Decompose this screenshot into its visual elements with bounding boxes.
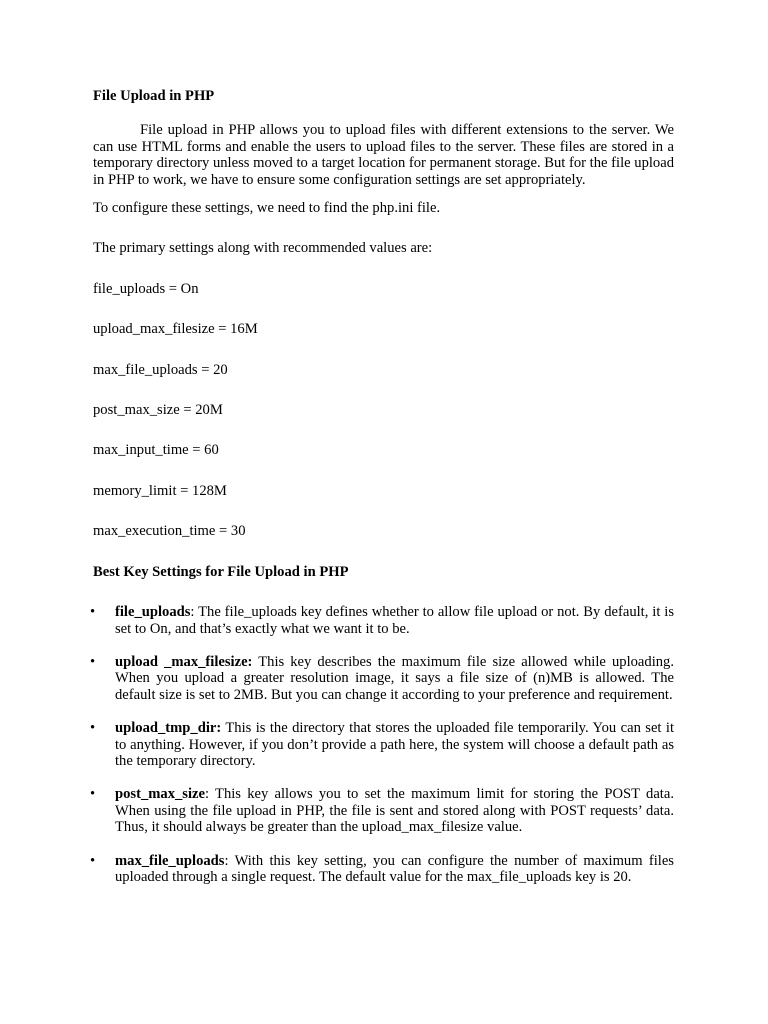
setting-term: max_file_uploads <box>115 852 225 869</box>
bullet-icon: • <box>90 786 96 803</box>
config-sentence: To configure these settings, we need to find the php.ini file. <box>93 200 441 217</box>
intro-paragraph: File upload in PHP allows you to upload files with different extensions to the server. We can use HTML forms and enable the users to upload files to the server. These files are stored in a temporary directory unless moved to a target location for permanent storage. But for the file upload in PHP to work, we have to ensure some configuration settings are set appropriately. <box>93 122 674 188</box>
setting-description: This is the directory that stores the uploaded file temporarily. You can set it to anything. However, if you don’t provide a path here, the system will choose a default path as the temporary directory. <box>115 720 674 769</box>
section-heading: Best Key Settings for File Upload in PHP <box>93 563 349 580</box>
bullet-icon: • <box>90 653 96 670</box>
setting-line: post_max_size = 20M <box>93 402 223 419</box>
bullet-icon: • <box>90 720 96 737</box>
setting-line: max_file_uploads = 20 <box>93 361 228 378</box>
setting-description: This key allows you to set the maximum limit for storing the POST data. When using the file upload in PHP, the file is sent and stored along with POST requests’ data. Thus, it should always be greater than the upload_max_filesize value. <box>115 786 674 836</box>
setting-line: max_input_time = 60 <box>93 442 219 459</box>
primary-settings-intro: The primary settings along with recommended values are: <box>93 240 433 257</box>
list-item <box>90 653 674 703</box>
document-title: File Upload in PHP <box>93 88 215 104</box>
bullet-icon: • <box>90 604 96 621</box>
key-settings-list <box>90 604 674 885</box>
setting-term: upload_tmp_dir: <box>115 720 222 737</box>
term-separator: : <box>190 604 199 621</box>
setting-term: post_max_size <box>115 786 205 803</box>
setting-line: max_execution_time = 30 <box>93 523 246 540</box>
bullet-icon: • <box>90 852 96 869</box>
setting-line: upload_max_filesize = 16M <box>93 321 258 338</box>
list-item <box>90 720 674 769</box>
document-body <box>90 88 674 902</box>
setting-term: upload _max_filesize: <box>115 653 253 670</box>
list-item <box>90 604 674 637</box>
list-item <box>90 852 674 886</box>
settings-list <box>93 281 674 540</box>
setting-description: The file_uploads key defines whether to allow file upload or not. By default, it is set to On, and that’s exactly what we want it to be. <box>115 604 674 637</box>
setting-term: file_uploads <box>115 604 191 621</box>
setting-line: memory_limit = 128M <box>93 482 227 499</box>
setting-description: This key describes the maximum file size allowed while uploading. When you upload a greater resolution image, it says a file size of (n)MB is allowed. The default size is set to 2MB. But you can change it according to your preference and requirement. <box>115 653 674 703</box>
setting-description: With this key setting, you can configure the number of maximum files uploaded through a single request. The default value for the max_file_uploads key is 20. <box>115 852 674 885</box>
setting-line: file_uploads = On <box>93 280 199 297</box>
term-separator: : <box>205 786 216 803</box>
term-separator: : <box>224 852 235 869</box>
list-item <box>90 786 674 836</box>
